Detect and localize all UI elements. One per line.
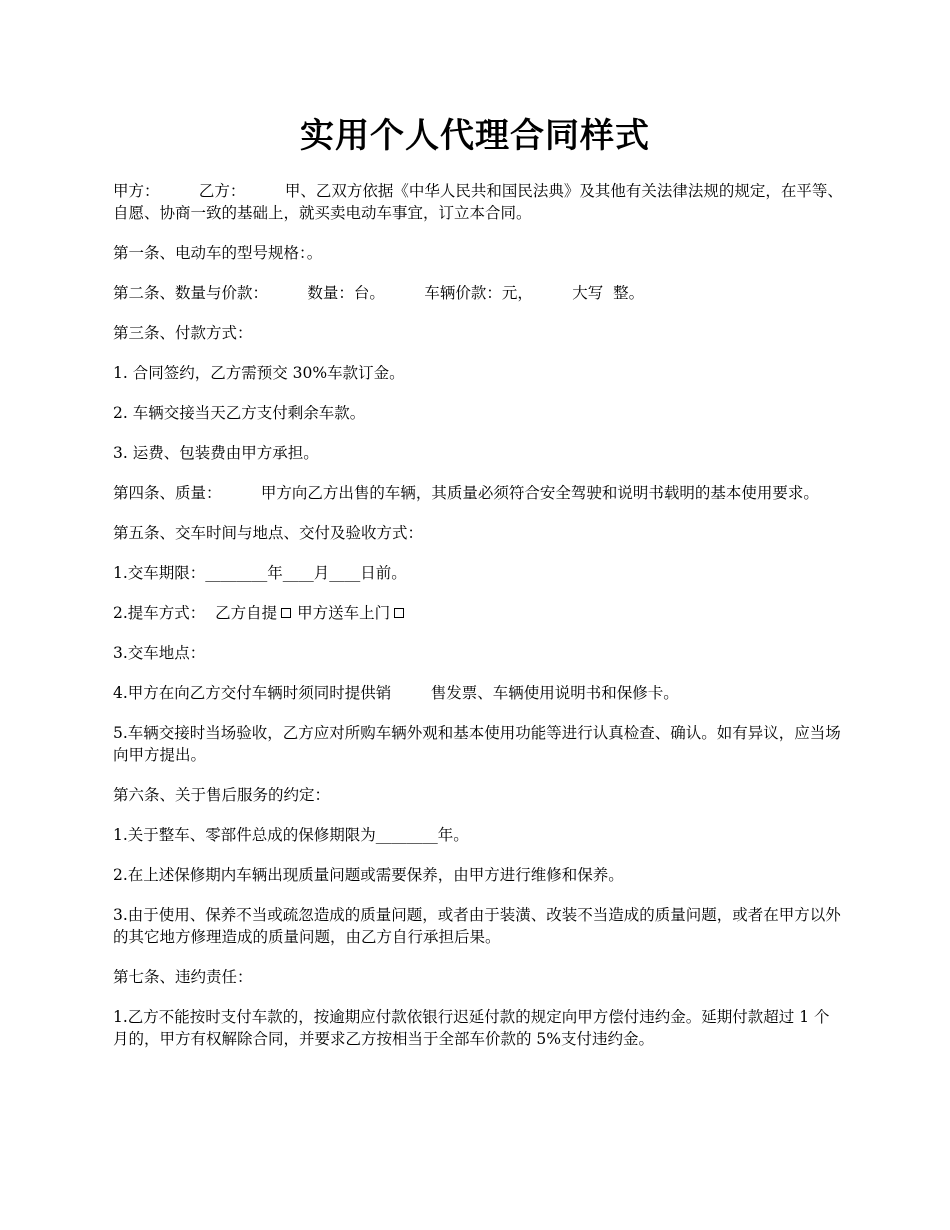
paragraph-payment-3: 3. 运费、包装费由甲方承担。 (113, 444, 319, 462)
delivery-option-self-pickup: 乙方自提 (215, 604, 278, 622)
paragraph-preamble: 甲方： 乙方： 甲、乙双方依据《中华人民共和国民法典》及其他有关法律法规的规定，在平等、自愿、协商一致的基础上，就买卖电动车事宜，订立本合同。 (113, 182, 843, 222)
paragraph-article-5: 第五条、交车时间与地点、交付及验收方式： (113, 524, 424, 542)
paragraph-article-3: 第三条、付款方式： (113, 324, 253, 342)
delivery-option-seller-delivery: 甲方送车上门 (297, 604, 391, 622)
delivery-method-label: 2.提车方式： (113, 604, 206, 622)
paragraph-delivery-place: 3.交车地点： (113, 644, 206, 662)
paragraph-warranty-1: 1.关于整车、零部件总成的保修期限为________年。 (113, 826, 469, 844)
paragraph-delivery-method (113, 602, 843, 624)
paragraph-inspection: 5.车辆交接时当场验收，乙方应对所购车辆外观和基本使用功能等进行认真检查、确认。如有异议，应当场向甲方提出。 (113, 724, 841, 764)
checkbox-self-pickup[interactable] (281, 608, 291, 618)
paragraph-delivery-documents: 4.甲方在向乙方交付车辆时须同时提供销 售发票、车辆使用说明书和保修卡。 (113, 684, 679, 702)
paragraph-payment-1: 1. 合同签约，乙方需预交 30%车款订金。 (113, 364, 405, 382)
paragraph-payment-2: 2. 车辆交接当天乙方支付剩余车款。 (113, 404, 366, 422)
document-body (113, 180, 843, 1068)
paragraph-article-2: 第二条、数量与价款： 数量：台。 车辆价款：元， 大写 整。 (113, 284, 645, 302)
paragraph-article-4: 第四条、质量： 甲方向乙方出售的车辆，其质量必须符合安全驾驶和说明书载明的基本使用要求。 (113, 484, 819, 502)
paragraph-article-6: 第六条、关于售后服务的约定： (113, 786, 331, 804)
document-title: 实用个人代理合同样式 (300, 116, 650, 156)
checkbox-seller-delivery[interactable] (394, 608, 404, 618)
paragraph-warranty-2: 2.在上述保修期内车辆出现质量问题或需要保养，由甲方进行维修和保养。 (113, 866, 624, 884)
paragraph-article-1: 第一条、电动车的型号规格：。 (113, 244, 323, 262)
paragraph-article-7: 第七条、违约责任： (113, 968, 253, 986)
paragraph-liability-1: 1.乙方不能按时支付车款的，按逾期应付款依银行迟延付款的规定向甲方偿付违约金。延期付款超过 1 个月的，甲方有权解除合同，并要求乙方按相当于全部车价款的 5%支付违约金。 (113, 1008, 830, 1048)
paragraph-warranty-3: 3.由于使用、保养不当或疏忽造成的质量问题，或者由于装潢、改装不当造成的质量问题，或者在甲方以外的其它地方修理造成的质量问题，由乙方自行承担后果。 (113, 906, 841, 946)
paragraph-delivery-deadline: 1.交车期限：________年____月____日前。 (113, 564, 407, 582)
